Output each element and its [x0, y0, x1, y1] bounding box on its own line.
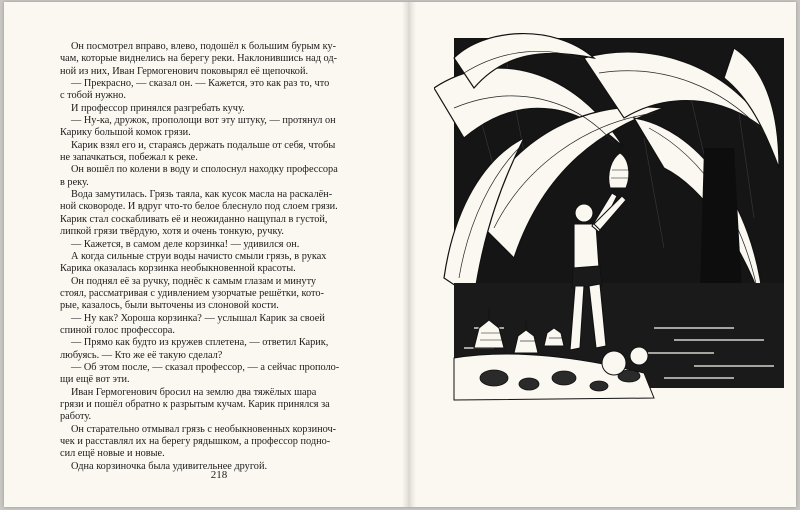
text-line: не запачкаться, побежал к реке. — [60, 152, 198, 164]
text-line: любуясь. — Кто же её такую сделал? — [60, 349, 223, 361]
text-line: И профессор принялся разгребать кучу. — [71, 102, 245, 114]
text-line: ной из них, Иван Гермогенович поковырял её щепочкой. — [60, 65, 309, 77]
text-line: — Кажется, в самом деле корзинка! — удивился он. — [71, 238, 300, 250]
boy-holding-basket-illustration — [434, 28, 784, 443]
text-line: грязи и пошёл обратно к разрытым кучам. Карик принялся за — [60, 398, 330, 410]
text-line: Он поднял её за ручку, поднёс к самым глазам и минуту — [71, 275, 317, 287]
text-line: — Прямо как будто из кружев сплетена, — ответил Карик, — [71, 337, 329, 349]
text-line: липкой грязи твёрдую, хотя и очень тонкую, ручку. — [60, 226, 285, 238]
text-line: рые, казалось, были выточены из слоновой кости. — [60, 300, 279, 312]
text-line: щи ещё вот эти. — [60, 374, 130, 386]
text-line: Карик взял его и, стараясь держать подальше от себя, чтобы — [71, 139, 336, 151]
text-line: Карику большой комок грязи. — [60, 127, 191, 139]
text-line: с тобой нужно. — [60, 90, 126, 102]
text-line: Карика оказалась корзинка необыкновенной красоты. — [60, 263, 296, 275]
text-line: ной сковороде. И вдруг что-то белое блеснуло под слоем грязи. — [60, 201, 338, 213]
text-line: — Об этом после, — сказал профессор, — а сейчас прополо- — [71, 361, 340, 373]
text-line: Он вошёл по колени в воду и сполоснул находку профессора — [71, 164, 338, 176]
text-line: Вода замутилась. Грязь таяла, как кусок масла на раскалён- — [71, 189, 333, 201]
text-line: Он старательно отмывал грязь с необыкновенных корзиноч- — [71, 423, 337, 435]
text-line: чам, которые виднелись на берегу реки. Наклонившись над од- — [60, 53, 338, 65]
text-line: сил ещё новые и новые. — [60, 448, 165, 460]
text-line: чек и расставлял их на берегу рядышком, а профессор подно- — [60, 436, 331, 447]
text-line: стоял, рассматривая с удивлением узорчатые решётки, кото- — [60, 287, 324, 299]
text-line: Карик стал соскабливать её и неожиданно нащупал в густой, — [60, 213, 328, 225]
left-page-text — [60, 41, 360, 473]
text-line: А когда сильные струи воды начисто смыли грязь, в руках — [71, 250, 327, 262]
text-line: спиной голос профессора. — [60, 324, 175, 336]
text-line: — Ну-ка, дружок, прополощи вот эту штуку, — протянул он — [71, 115, 336, 127]
text-line: Он посмотрел вправо, влево, подошёл к большим бурым ку- — [71, 41, 337, 52]
page-number: 218 — [210, 469, 228, 481]
text-line: работу. — [60, 411, 92, 423]
text-line: в реку. — [60, 176, 89, 188]
book-spread — [4, 2, 796, 507]
text-line: — Прекрасно, — сказал он. — Кажется, это как раз то, что — [71, 78, 330, 90]
text-line: Одна корзиночка была удивительнее другой. — [71, 460, 268, 472]
text-line: Иван Гермогенович бросил на землю два тяжёлых шара — [71, 386, 317, 398]
text-line: — Ну как? Хороша корзинка? — услышал Карик за своей — [71, 312, 325, 324]
book-gutter — [402, 2, 416, 507]
